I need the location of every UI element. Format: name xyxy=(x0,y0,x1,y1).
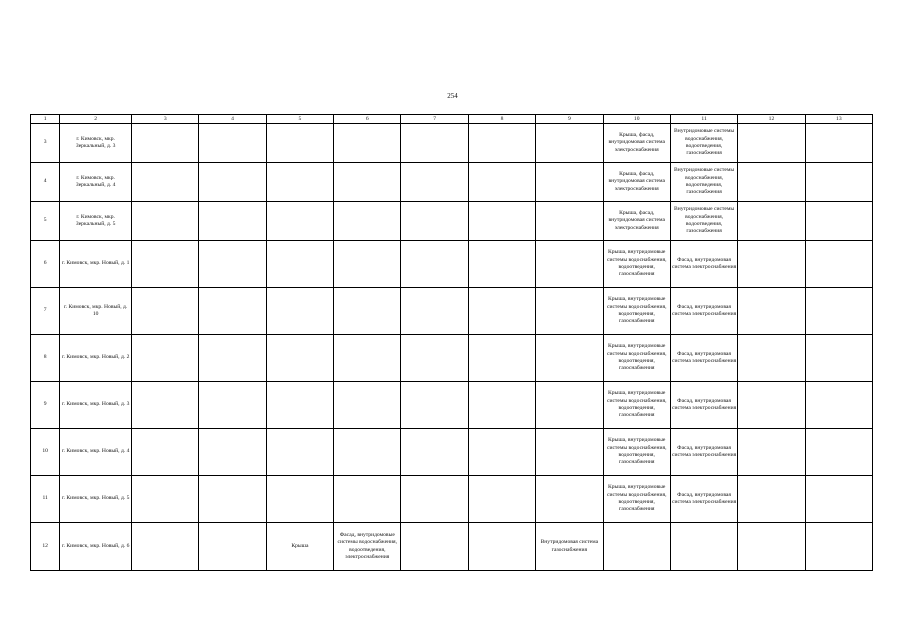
table-cell xyxy=(401,335,468,382)
table-cell xyxy=(536,202,603,241)
table-cell xyxy=(603,523,670,571)
table-cell: Фасад, внутридомовая система электроснабжения xyxy=(670,429,737,476)
table-cell xyxy=(536,124,603,163)
table-row xyxy=(31,241,873,288)
table-cell xyxy=(199,163,266,202)
table-cell xyxy=(805,476,872,523)
table-cell xyxy=(132,523,199,571)
table-cell xyxy=(132,335,199,382)
table-cell xyxy=(468,335,535,382)
table-cell xyxy=(334,476,401,523)
column-header-8: 8 xyxy=(468,115,535,124)
table-cell xyxy=(266,476,333,523)
address-cell: г. Кимовск, мкр. Новый, д. 4 xyxy=(60,429,132,476)
table-cell xyxy=(401,163,468,202)
row-number-cell: 3 xyxy=(31,124,60,163)
table-cell xyxy=(468,241,535,288)
table-cell xyxy=(536,382,603,429)
column-header-3: 3 xyxy=(132,115,199,124)
table-cell: Внутридомовые системы водоснабжения, водоотведения, газоснабжения xyxy=(670,124,737,163)
table-cell: Крыша, фасад, внутридомовая система электроснабжения xyxy=(603,202,670,241)
table-cell: Фасад, внутридомовая система электроснабжения xyxy=(670,241,737,288)
table-cell: Крыша, фасад, внутридомовая система электроснабжения xyxy=(603,163,670,202)
table-cell: Внутридомовая система газоснабжения xyxy=(536,523,603,571)
column-header-6: 6 xyxy=(334,115,401,124)
table-cell xyxy=(266,202,333,241)
table-cell xyxy=(266,382,333,429)
address-cell: г. Кимовск, мкр. Зеркальный, д. 5 xyxy=(60,202,132,241)
table-cell xyxy=(805,288,872,335)
row-number-cell: 7 xyxy=(31,288,60,335)
table-cell: Фасад, внутридомовая система электроснабжения xyxy=(670,288,737,335)
table-cell xyxy=(199,523,266,571)
table-cell xyxy=(805,124,872,163)
table-cell xyxy=(738,124,805,163)
table-cell xyxy=(536,241,603,288)
table-cell: Крыша, внутридомовые системы водоснабжения, водоотведения, газоснабжения xyxy=(603,476,670,523)
table-cell xyxy=(536,476,603,523)
table-cell xyxy=(805,335,872,382)
table-row xyxy=(31,163,873,202)
table-cell xyxy=(468,124,535,163)
table-cell xyxy=(805,163,872,202)
table-cell: Крыша, внутридомовые системы водоснабжения, водоотведения, газоснабжения xyxy=(603,382,670,429)
header-row xyxy=(31,115,873,124)
document-table xyxy=(30,114,873,571)
table-cell: Крыша, фасад, внутридомовая система электроснабжения xyxy=(603,124,670,163)
table-cell: Фасад, внутридомовая система электроснабжения xyxy=(670,335,737,382)
table-cell xyxy=(334,429,401,476)
table-cell xyxy=(334,382,401,429)
table-cell xyxy=(468,163,535,202)
table-cell xyxy=(536,429,603,476)
address-cell: г. Кимовск, мкр. Новый, д. 10 xyxy=(60,288,132,335)
table-cell xyxy=(738,523,805,571)
table-cell xyxy=(266,288,333,335)
table-cell xyxy=(334,241,401,288)
table-cell xyxy=(334,163,401,202)
address-cell: г. Кимовск, мкр. Новый, д. 5 xyxy=(60,476,132,523)
table-cell xyxy=(401,382,468,429)
row-number-cell: 6 xyxy=(31,241,60,288)
table-cell xyxy=(805,382,872,429)
table-cell xyxy=(132,476,199,523)
table-cell: Фасад, внутридомовая система электроснабжения xyxy=(670,382,737,429)
table-cell xyxy=(468,476,535,523)
table-cell xyxy=(334,202,401,241)
table-cell xyxy=(334,288,401,335)
table-cell: Крыша, внутридомовые системы водоснабжения, водоотведения, газоснабжения xyxy=(603,335,670,382)
table-cell xyxy=(401,288,468,335)
table-cell xyxy=(334,124,401,163)
address-cell: г. Кимовск, мкр. Зеркальный, д. 3 xyxy=(60,124,132,163)
table-cell xyxy=(199,382,266,429)
table-cell xyxy=(132,241,199,288)
row-number-cell: 4 xyxy=(31,163,60,202)
table-cell xyxy=(738,202,805,241)
table-cell xyxy=(199,429,266,476)
table-cell xyxy=(334,335,401,382)
table-cell xyxy=(468,429,535,476)
table-row xyxy=(31,382,873,429)
table-cell xyxy=(805,241,872,288)
page-number: 254 xyxy=(447,92,458,100)
column-header-12: 12 xyxy=(738,115,805,124)
row-number-cell: 8 xyxy=(31,335,60,382)
table-row xyxy=(31,202,873,241)
table-cell: Крыша, внутридомовые системы водоснабжения, водоотведения, газоснабжения xyxy=(603,241,670,288)
column-header-13: 13 xyxy=(805,115,872,124)
table-cell xyxy=(266,241,333,288)
table-cell xyxy=(738,476,805,523)
address-cell: г. Кимовск, мкр. Новый, д. 1 xyxy=(60,241,132,288)
address-cell: г. Кимовск, мкр. Новый, д. 6 xyxy=(60,523,132,571)
table-cell: Фасад, внутридомовая система электроснабжения xyxy=(670,476,737,523)
table-cell xyxy=(536,288,603,335)
table-cell xyxy=(132,124,199,163)
table-cell: Крыша xyxy=(266,523,333,571)
table-cell xyxy=(199,335,266,382)
row-number-cell: 11 xyxy=(31,476,60,523)
table-row xyxy=(31,335,873,382)
table-cell xyxy=(401,124,468,163)
table-cell xyxy=(266,163,333,202)
table-cell xyxy=(805,523,872,571)
column-header-7: 7 xyxy=(401,115,468,124)
table-cell xyxy=(805,202,872,241)
table-cell xyxy=(266,429,333,476)
table-cell xyxy=(536,335,603,382)
table-cell xyxy=(132,382,199,429)
column-header-5: 5 xyxy=(266,115,333,124)
table-cell xyxy=(401,202,468,241)
table-cell xyxy=(132,288,199,335)
table-cell xyxy=(468,288,535,335)
table-cell xyxy=(401,429,468,476)
table-cell xyxy=(468,523,535,571)
table-cell: Фасад, внутридомовые системы водоснабжения, водоотведения, электроснабжения xyxy=(334,523,401,571)
row-number-cell: 12 xyxy=(31,523,60,571)
table-cell xyxy=(738,241,805,288)
table-cell xyxy=(199,241,266,288)
table-cell xyxy=(199,124,266,163)
table-cell xyxy=(266,124,333,163)
table-cell: Крыша, внутридомовые системы водоснабжения, водоотведения, газоснабжения xyxy=(603,429,670,476)
column-header-2: 2 xyxy=(60,115,132,124)
table-cell xyxy=(468,202,535,241)
column-header-11: 11 xyxy=(670,115,737,124)
address-cell: г. Кимовск, мкр. Зеркальный, д. 4 xyxy=(60,163,132,202)
table-cell xyxy=(468,382,535,429)
address-cell: г. Кимовск, мкр. Новый, д. 2 xyxy=(60,335,132,382)
table-cell xyxy=(738,429,805,476)
table-cell xyxy=(132,163,199,202)
column-header-1: 1 xyxy=(31,115,60,124)
row-number-cell: 9 xyxy=(31,382,60,429)
table-row xyxy=(31,523,873,571)
table-cell xyxy=(199,288,266,335)
table-cell xyxy=(738,288,805,335)
row-number-cell: 10 xyxy=(31,429,60,476)
column-header-10: 10 xyxy=(603,115,670,124)
table-cell xyxy=(738,163,805,202)
table-cell xyxy=(536,163,603,202)
table-cell xyxy=(738,335,805,382)
table-cell xyxy=(401,476,468,523)
table-cell: Крыша, внутридомовые системы водоснабжения, водоотведения, газоснабжения xyxy=(603,288,670,335)
table-cell xyxy=(670,523,737,571)
table-cell xyxy=(401,523,468,571)
table-row xyxy=(31,124,873,163)
table-cell xyxy=(199,476,266,523)
table-row xyxy=(31,429,873,476)
row-number-cell: 5 xyxy=(31,202,60,241)
table-cell: Внутридомовые системы водоснабжения, водоотведения, газоснабжения xyxy=(670,202,737,241)
table-body xyxy=(31,124,873,571)
table-cell xyxy=(132,429,199,476)
table-cell: Внутридомовые системы водоснабжения, водоотведения, газоснабжения xyxy=(670,163,737,202)
table-cell xyxy=(266,335,333,382)
address-cell: г. Кимовск, мкр. Новый, д. 3 xyxy=(60,382,132,429)
table-cell xyxy=(132,202,199,241)
table-cell xyxy=(401,241,468,288)
table-cell xyxy=(199,202,266,241)
table-row xyxy=(31,476,873,523)
table-row xyxy=(31,288,873,335)
table-cell xyxy=(805,429,872,476)
column-header-9: 9 xyxy=(536,115,603,124)
table-cell xyxy=(738,382,805,429)
column-header-4: 4 xyxy=(199,115,266,124)
